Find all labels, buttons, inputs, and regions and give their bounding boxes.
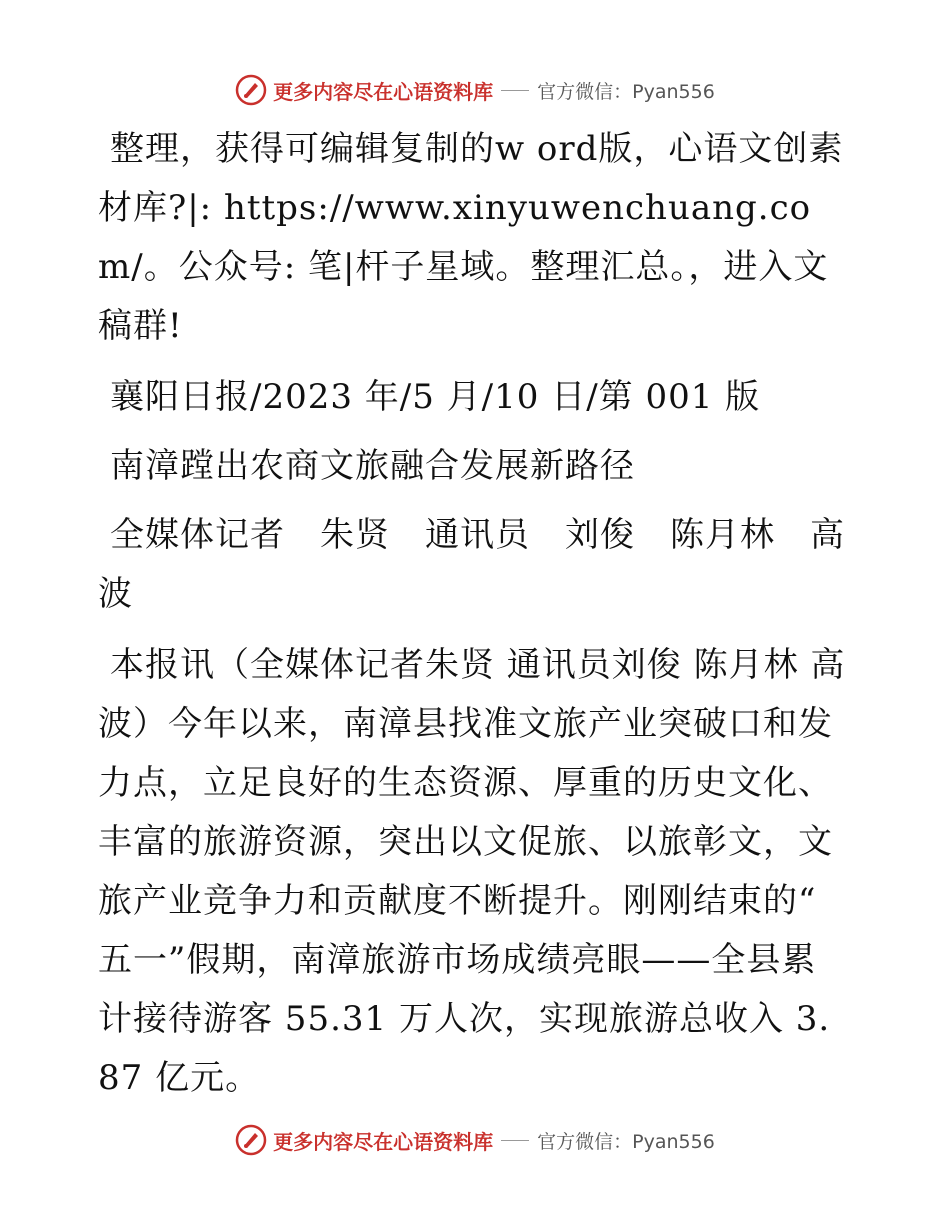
byline: 全媒体记者 朱贤 通讯员 刘俊 陈月林 高波 bbox=[98, 515, 845, 614]
footer-watermark bbox=[0, 1120, 950, 1160]
watermark-divider bbox=[501, 1140, 529, 1141]
document-body bbox=[98, 120, 850, 1120]
watermark-divider bbox=[501, 90, 529, 91]
watermark-sub-text: 官方微信：Pyan556 bbox=[537, 1130, 715, 1153]
headline: 南漳蹚出农商文旅融合发展新路径 bbox=[110, 446, 635, 486]
source-line: 襄阳日报/2023 年/5 月/10 日/第 001 版 bbox=[110, 377, 761, 417]
quill-seal-icon bbox=[235, 1124, 267, 1156]
header-watermark bbox=[0, 70, 950, 110]
watermark-main-text: 更多内容尽在心语资料库 bbox=[273, 79, 494, 104]
intro-paragraph: 整理，获得可编辑复制的w ord版，心语文创素材库?|: https://www.xinyuwenchuang.com/。公众号: 笔|杆子星域。整理汇总。，进入文稿群! bbox=[98, 129, 844, 346]
quill-seal-icon bbox=[235, 74, 267, 106]
watermark-main-text: 更多内容尽在心语资料库 bbox=[273, 1129, 494, 1154]
body-paragraph: 本报讯（全媒体记者朱贤 通讯员刘俊 陈月林 高波）今年以来，南漳县找准文旅产业突破口和发力点，立足良好的生态资源、厚重的历史文化、丰富的旅游资源，突出以文促旅、以旅彰文，文旅产业竞争力和贡献度不断提升。刚刚结束的“ 五一”假期，南漳旅游市场成绩亮眼——全县累计接待游客 55.31 万人次，实现旅游总收入 3.87 亿元。 bbox=[98, 645, 846, 1098]
watermark-sub-text: 官方微信：Pyan556 bbox=[537, 80, 715, 103]
